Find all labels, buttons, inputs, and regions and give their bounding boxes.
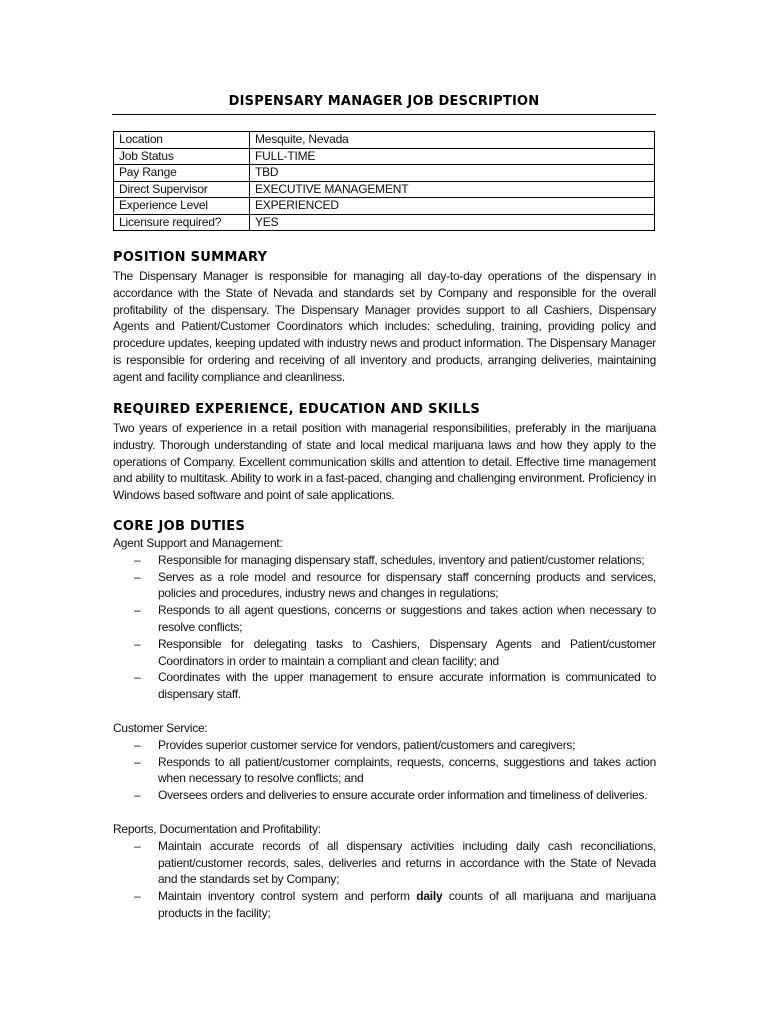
list-item: – Responds to all patient/customer complaints, requests, concerns, suggestions and takes action when necessary to resolve conflicts; and	[113, 754, 656, 788]
position-summary-heading: POSITION SUMMARY	[113, 250, 268, 265]
row-label: Job Status	[114, 148, 250, 165]
list-item: – Provides superior customer service for vendors, patient/customers and caregivers;	[113, 737, 656, 754]
row-label: Location	[114, 132, 250, 149]
table-row	[114, 148, 655, 165]
title-rule	[112, 114, 656, 115]
table-row	[114, 181, 655, 198]
core-duties-heading: CORE JOB DUTIES	[113, 519, 246, 534]
list-item: – Responsible for delegating tasks to Cashiers, Dispensary Agents and Patient/customer Coordinators in order to maintain a compliant and clean facility; and	[113, 636, 656, 670]
row-value: TBD	[250, 165, 655, 182]
required-experience-text: Two years of experience in a retail position with managerial responsibilities, preferably in the marijuana industry. Thorough understanding of state and local medical marijuana laws and how they apply to the operations of Company. Excellent communication skills and attention to detail. Effective time management and ability to multitask. Ability to work in a fast-paced, changing and challenging environment. Proficiency in Windows based software and point of sale applications.	[113, 421, 656, 503]
required-experience-section	[113, 402, 656, 504]
row-value: FULL-TIME	[250, 148, 655, 165]
table-row	[114, 165, 655, 182]
list-item: – Responds to all agent questions, concerns or suggestions and takes action when necessary to resolve conflicts;	[113, 602, 656, 636]
table-row	[114, 198, 655, 215]
required-experience-heading: REQUIRED EXPERIENCE, EDUCATION AND SKILLS	[113, 402, 481, 417]
position-summary-text: The Dispensary Manager is responsible for managing all day-to-day operations of the dispensary in accordance with the State of Nevada and standards set by Company and responsible for the overall profitability of the dispensary. The Dispensary Manager provides support to all Cashiers, Dispensary Agents and Patient/Customer Coordinators which includes: scheduling, training, providing policy and procedure updates, keeping updated with industry news and product information. The Dispensary Manager is responsible for ordering and receiving of all inventory and products, arranging deliveries, maintaining agent and facility compliance and cleanliness.	[113, 269, 656, 384]
list-item: – Oversees orders and deliveries to ensure accurate order information and timeliness of deliveries.	[113, 787, 656, 804]
core-duties-section	[113, 519, 656, 922]
list-item: – Coordinates with the upper management to ensure accurate information is communicated to dispensary staff.	[113, 669, 656, 703]
agent-support-list	[113, 552, 656, 703]
customer-service-list	[113, 737, 656, 804]
agent-support-label: Agent Support and Management:	[113, 536, 283, 550]
list-item: – Responsible for managing dispensary staff, schedules, inventory and patient/customer relations;	[113, 552, 656, 569]
reports-list	[113, 838, 656, 922]
table-row	[114, 214, 655, 231]
customer-service-label: Customer Service:	[113, 720, 208, 735]
emphasis-text: daily	[416, 889, 443, 904]
row-value: Mesquite, Nevada	[250, 132, 655, 149]
list-item: – Serves as a role model and resource for dispensary staff concerning products and services, policies and procedures, industry news and changes in regulations;	[113, 569, 656, 603]
row-label: Experience Level	[114, 198, 250, 215]
document-title: DISPENSARY MANAGER JOB DESCRIPTION	[228, 94, 540, 109]
list-item-text: counts of all marijuana and marijuana products in the facility;	[158, 889, 657, 920]
row-value: YES	[250, 214, 655, 231]
position-summary-section	[113, 250, 656, 386]
row-label: Licensure required?	[114, 214, 250, 231]
row-label: Direct Supervisor	[114, 181, 250, 198]
list-item: – Maintain accurate records of all dispensary activities including daily cash reconciliations, patient/customer records, sales, deliveries and returns in accordance with the State of Nevada and the standards set by Company;	[113, 838, 656, 888]
reports-label: Reports, Documentation and Profitability:	[113, 821, 321, 836]
table-row	[114, 132, 655, 149]
row-value: EXECUTIVE MANAGEMENT	[250, 181, 655, 198]
job-info-table	[113, 131, 655, 231]
list-item	[113, 888, 656, 922]
row-value: EXPERIENCED	[250, 198, 655, 215]
list-item-text: Maintain inventory control system and perform	[158, 889, 417, 904]
row-label: Pay Range	[114, 165, 250, 182]
